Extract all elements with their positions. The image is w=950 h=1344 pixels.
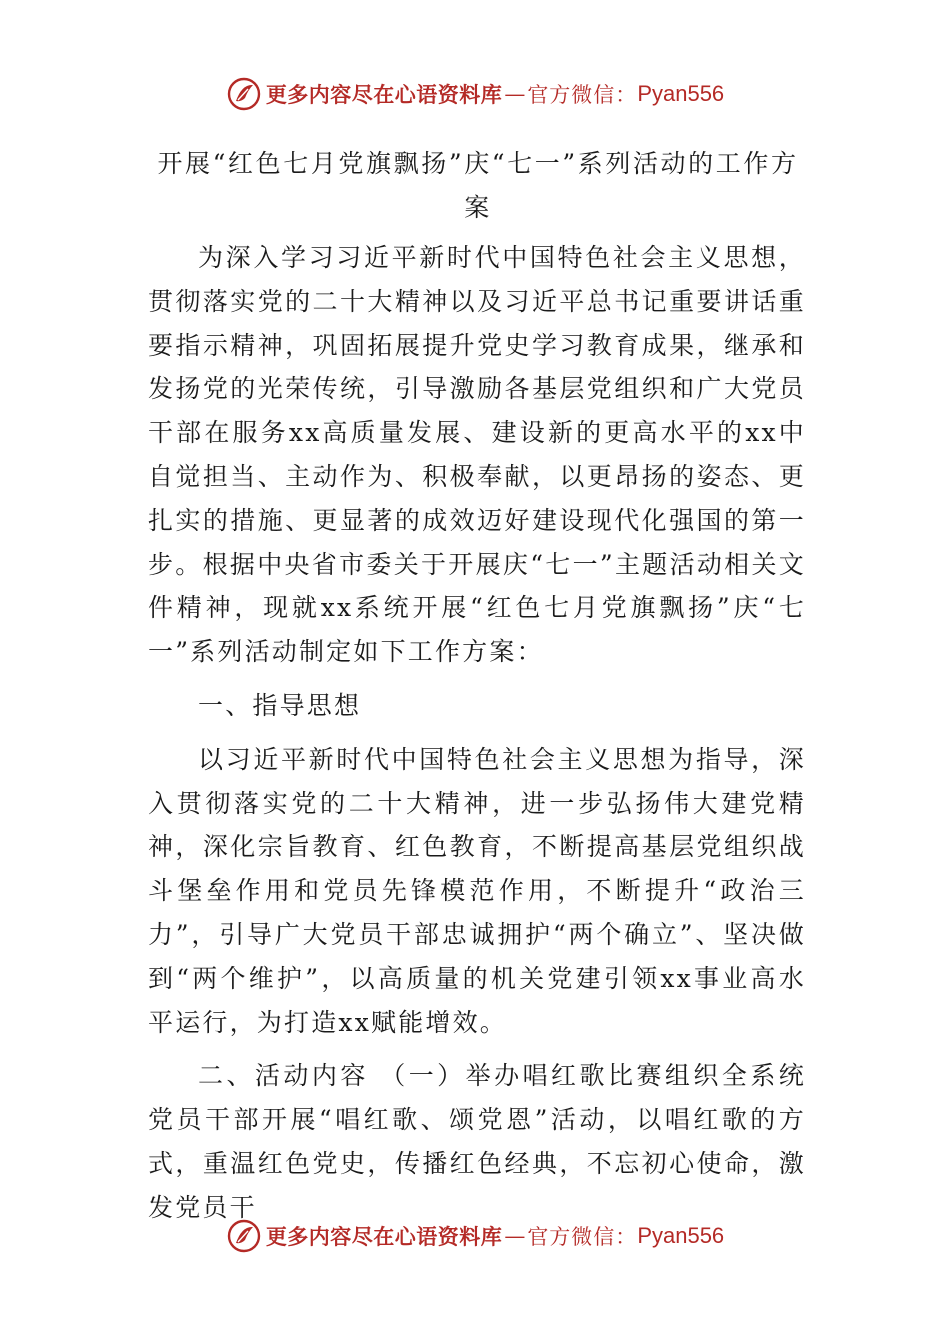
watermark-wechat-label: 官方微信： (527, 83, 638, 107)
document-body (148, 236, 806, 1240)
watermark-separator: — (504, 1224, 526, 1248)
watermark-wechat-id: Pyan556 (637, 81, 725, 106)
watermark-banner-top (0, 72, 950, 116)
brand-logo-icon (226, 76, 262, 112)
watermark-wechat-label: 官方微信： (527, 1225, 638, 1249)
watermark-brand-text: 更多内容尽在心语资料库 (265, 1224, 503, 1249)
watermark-brand-text: 更多内容尽在心语资料库 (265, 82, 503, 107)
document-title: 开展“红色七月党旗飘扬”庆“七一”系列活动的工作方案 (157, 149, 799, 222)
guiding-ideology-paragraph: 以习近平新时代中国特色社会主义思想为指导，深入贯彻落实党的二十大精神，进一步弘扬伟大建党精神，深化宗旨教育、红色教育，不断提高基层党组织战斗堡垒作用和党员先锋模范作用，不断提升“政治三力”，引导广大党员干部忠诚拥护“两个确立”、坚决做到“两个维护”，以高质量的机关党建引领xx事业高水平运行，为打造xx赋能增效。 (148, 744, 806, 1037)
activity-content-paragraph: 二、活动内容 （一）举办唱红歌比赛组织全系统党员干部开展“唱红歌、颂党恩”活动，以唱红歌的方式，重温红色党史，传播红色经典，不忘初心使命，激发党员干 (148, 1061, 806, 1222)
intro-paragraph: 为深入学习习近平新时代中国特色社会主义思想，贯彻落实党的二十大精神以及习近平总书记重要讲话重要指示精神，巩固拓展提升党史学习教育成果，继承和发扬党的光荣传统，引导激励各基层党组织和广大党员干部在服务xx高质量发展、建设新的更高水平的xx中自觉担当、主动作为、积极奉献，以更昂扬的姿态、更扎实的措施、更显著的成效迈好建设现代化强国的第一步。根据中央省市委关于开展庆“七一”主题活动相关文件精神，现就xx系统开展“红色七月党旗飘扬”庆“七一”系列活动制定如下工作方案： (148, 243, 806, 667)
section-heading-guiding-ideology: 一、指导思想 (198, 690, 362, 720)
watermark-banner-bottom (0, 1214, 950, 1258)
brand-logo-icon (226, 1218, 262, 1254)
watermark-separator: — (504, 82, 526, 106)
watermark-wechat-id: Pyan556 (637, 1223, 725, 1248)
